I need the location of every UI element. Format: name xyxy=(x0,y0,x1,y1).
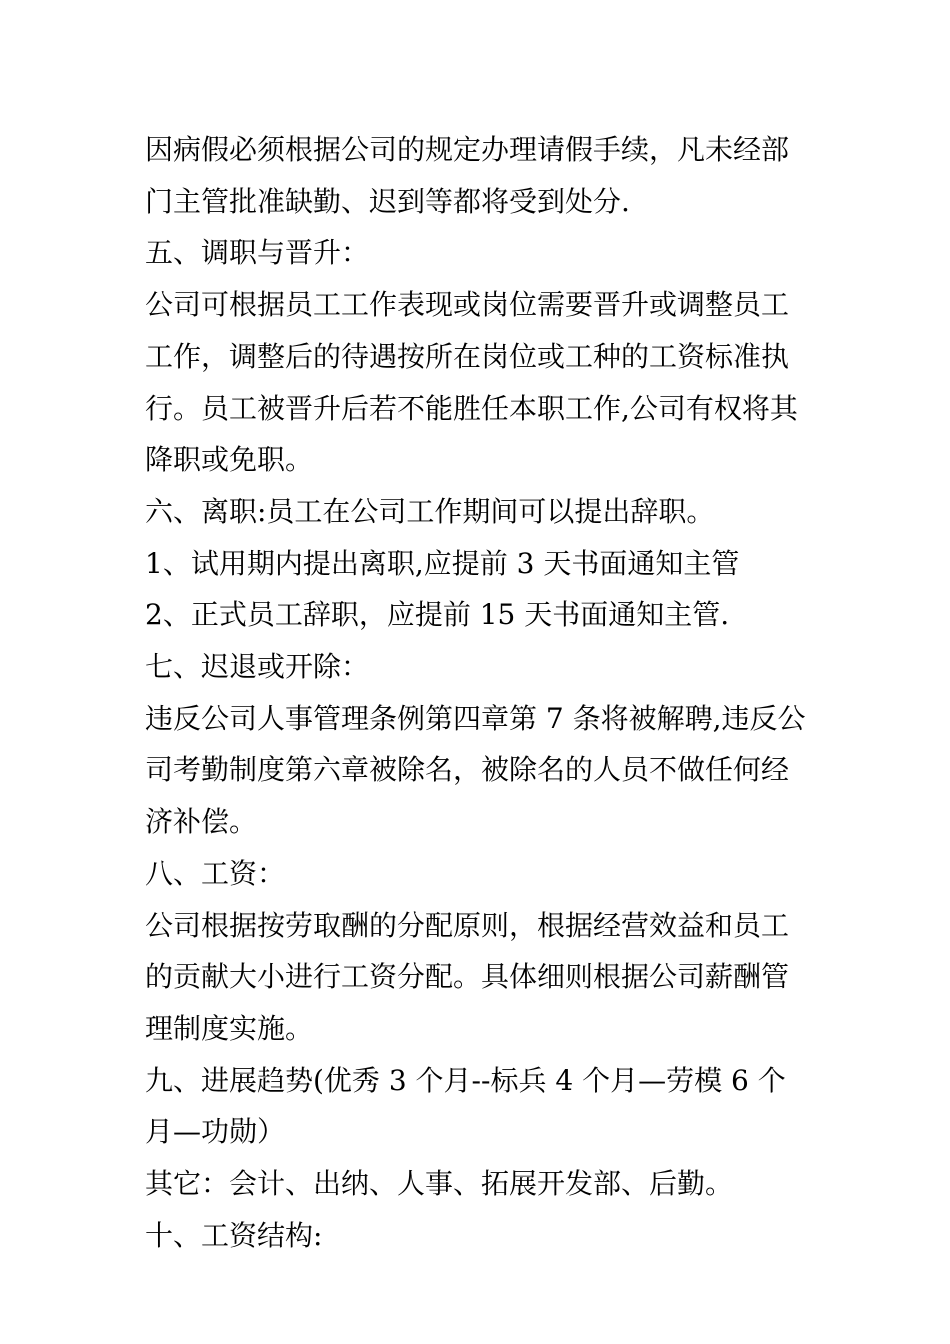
heading-salary: 八、工资： xyxy=(145,856,286,890)
heading-development-trend: 九、进展趋势(优秀 3 个月--标兵 4 个月—劳模 6 个月—功勋） xyxy=(145,1063,786,1149)
paragraph-other-departments: 其它：会计、出纳、人事、拓展开发部、后勤。 xyxy=(145,1167,734,1201)
paragraph-dismissal: 违反公司人事管理条例第四章第 7 条将被解聘,违反公司考勤制度第六章被除名，被除名的人员不做任何经济补偿。 xyxy=(145,701,806,839)
paragraph-transfer-promotion: 公司可根据员工工作表现或岗位需要晋升或调整员工工作，调整后的待遇按所在岗位或工种的工资标准执行。员工被晋升后若不能胜任本职工作,公司有权将其降职或免职。 xyxy=(145,288,798,477)
heading-dismissal: 七、迟退或开除： xyxy=(145,650,370,684)
heading-resignation: 六、离职:员工在公司工作期间可以提出辞职。 xyxy=(145,494,715,528)
paragraph-salary: 公司根据按劳取酬的分配原则，根据经营效益和员工的贡献大小进行工资分配。具体细则根据公司薪酬管理制度实施。 xyxy=(145,908,790,1045)
document-body xyxy=(145,124,810,1261)
paragraph-sick-leave: 因病假必须根据公司的规定办理请假手续，凡未经部门主管批准缺勤、迟到等都将受到处分. xyxy=(145,133,790,218)
heading-transfer-promotion: 五、调职与晋升： xyxy=(145,236,370,270)
list-item-probation-resignation: 1、试用期内提出离职,应提前 3 天书面通知主管 xyxy=(145,546,740,580)
list-item-regular-resignation: 2、正式员工辞职，应提前 15 天书面通知主管. xyxy=(145,598,730,632)
heading-salary-structure: 十、工资结构: xyxy=(145,1218,323,1252)
